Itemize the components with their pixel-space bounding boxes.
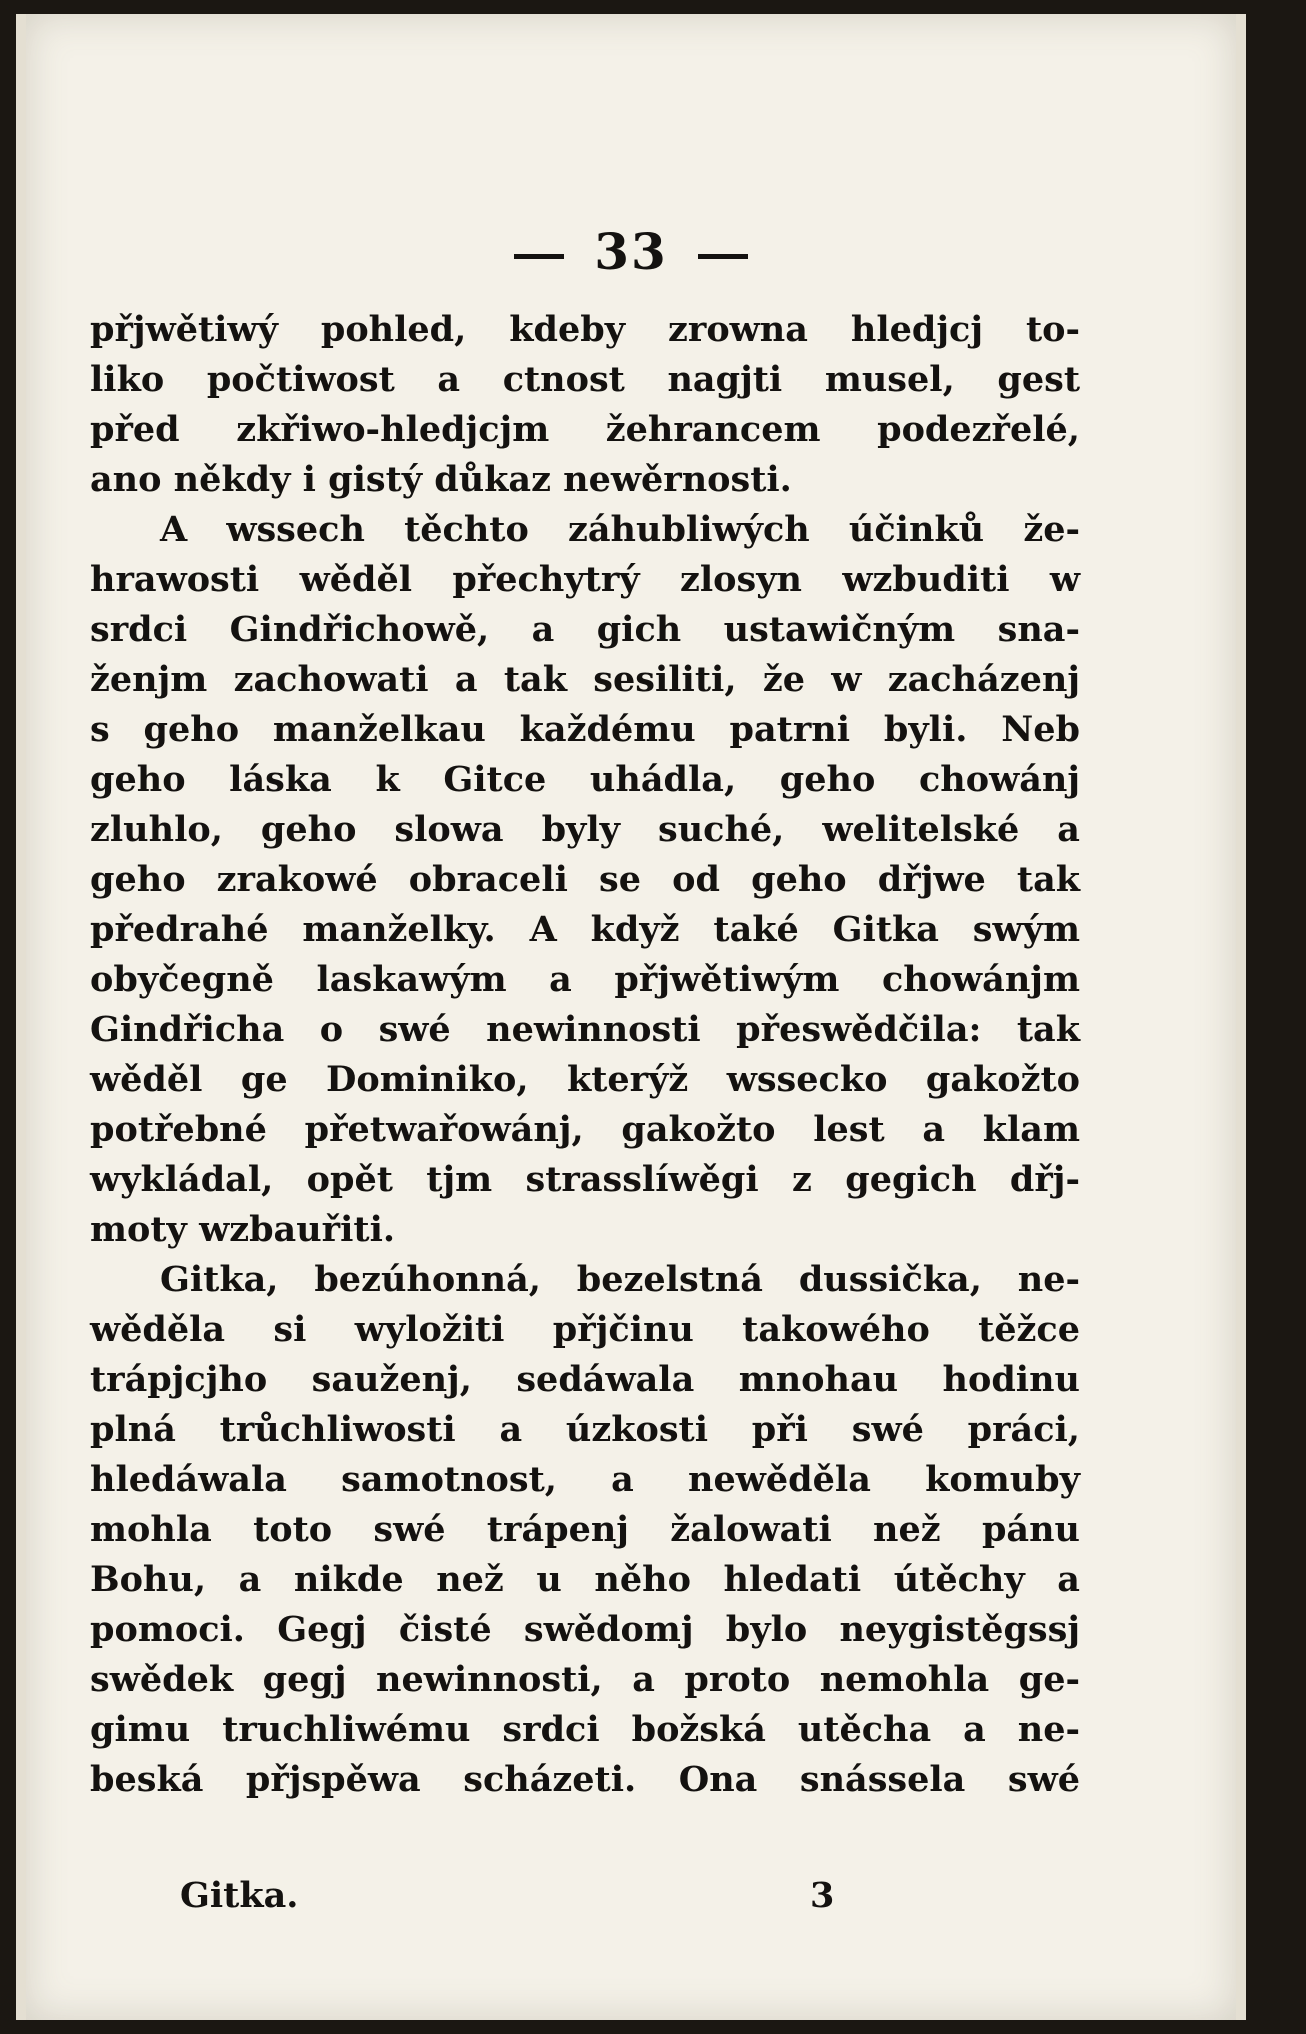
- text-line: ano někdy i gistý důkaz newěrnosti.: [90, 459, 792, 500]
- text-line: beská přjspěwa scházeti. Ona snássela swé: [90, 1759, 1080, 1800]
- dash-right: [698, 254, 748, 259]
- body-text: [90, 305, 1080, 1805]
- text-line: gimu truchliwému srdci božská utěcha a ne-: [90, 1709, 1080, 1750]
- text-line: liko počtiwost a ctnost nagjti musel, gest: [90, 359, 1080, 400]
- text-line: wykládal, opět tjm strasslíwěgi z gegich dřj-: [90, 1159, 1080, 1200]
- page-footer: [90, 1875, 1080, 1925]
- catchword: 3: [810, 1875, 835, 1916]
- text-line: předrahé manželky. A když také Gitka swým: [90, 909, 1080, 950]
- text-line: moty wzbauřiti.: [90, 1209, 396, 1250]
- text-line: geho láska k Gitce uhádla, geho chowánj: [90, 759, 1080, 800]
- text-line: trápjcjho sauženj, sedáwala mnohau hodinu: [90, 1359, 1080, 1400]
- page-edge-left: [16, 14, 26, 2020]
- text-line: mohla toto swé trápenj žalowati než pánu: [90, 1509, 1080, 1550]
- text-line: wěděl ge Dominiko, kterýž wssecko gakožto: [90, 1059, 1080, 1100]
- text-line: geho zrakowé obraceli se od geho dřjwe tak: [90, 859, 1080, 900]
- text-line: před zkřiwo-hledjcjm žehrancem podezřelé,: [90, 409, 1080, 450]
- page-number-header: [26, 222, 1236, 281]
- text-line: přjwětiwý pohled, kdeby zrowna hledjcj to-: [90, 309, 1080, 350]
- text-line: Bohu, a nikde než u něho hledati útěchy a: [90, 1559, 1080, 1600]
- text-line: swědek gegj newinnosti, a proto nemohla ge-: [90, 1659, 1080, 1700]
- text-line: Gitka, bezúhonná, bezelstná dussička, ne-: [160, 1259, 1080, 1300]
- text-line: A wssech těchto záhubliwých účinků že-: [160, 509, 1080, 550]
- text-line: s geho manželkau každému patrni byli. Neb: [90, 709, 1080, 750]
- text-line: plná trůchliwosti a úzkosti při swé práci,: [90, 1409, 1080, 1450]
- text-line: obyčegně laskawým a přjwětiwým chowánjm: [90, 959, 1080, 1000]
- text-line: hledáwala samotnost, a newěděla komuby: [90, 1459, 1080, 1500]
- signature-mark: Gitka.: [180, 1875, 299, 1916]
- text-line: hrawosti wěděl přechytrý zlosyn wzbuditi w: [90, 559, 1080, 600]
- text-line: ženjm zachowati a tak sesiliti, že w zacházenj: [90, 659, 1080, 700]
- text-line: srdci Gindřichowě, a gich ustawičným sna-: [90, 609, 1080, 650]
- text-line: pomoci. Gegj čisté swědomj bylo neygistěgssj: [90, 1609, 1080, 1650]
- dash-left: [514, 254, 564, 259]
- text-line: Gindřicha o swé newinnosti přeswědčila: tak: [90, 1009, 1080, 1050]
- text-line: potřebné přetwařowánj, gakožto lest a klam: [90, 1109, 1080, 1150]
- page-number: 33: [594, 222, 668, 281]
- text-line: zluhlo, geho slowa byly suché, welitelské a: [90, 809, 1080, 850]
- text-line: wěděla si wyložiti přjčinu takowého těžce: [90, 1309, 1080, 1350]
- page-edge-right: [1236, 14, 1246, 2020]
